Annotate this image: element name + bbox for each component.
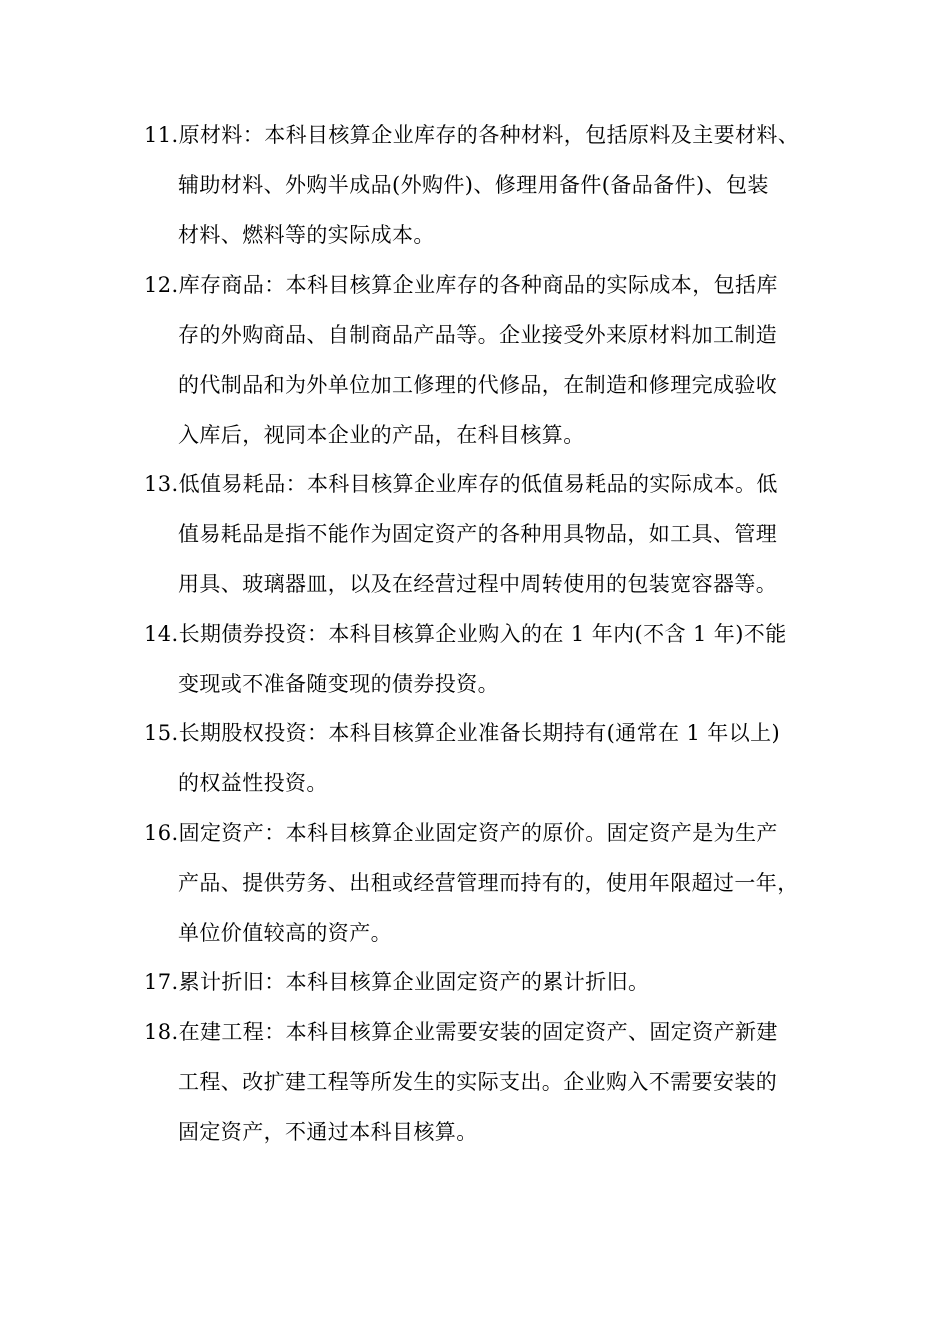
- item-line: 产品、提供劳务、出租或经营管理而持有的，使用年限超过一年，: [178, 871, 799, 895]
- item-line: 材料、燃料等的实际成本。: [178, 223, 435, 247]
- item-line: 13.低值易耗品：本科目核算企业库存的低值易耗品的实际成本。低: [144, 472, 778, 496]
- item-line: 工程、改扩建工程等所发生的实际支出。企业购入不需要安装的: [178, 1070, 778, 1094]
- item-line: 单位价值较高的资产。: [178, 921, 392, 945]
- item-line: 12.库存商品：本科目核算企业库存的各种商品的实际成本，包括库: [144, 273, 778, 297]
- item-line: 17.累计折旧：本科目核算企业固定资产的累计折旧。: [144, 970, 650, 994]
- item-line: 18.在建工程：本科目核算企业需要安装的固定资产、固定资产新建: [144, 1020, 778, 1044]
- item-line: 16.固定资产：本科目核算企业固定资产的原价。固定资产是为生产: [144, 821, 778, 845]
- item-line: 11.原材料：本科目核算企业库存的各种材料，包括原料及主要材料、: [144, 123, 800, 147]
- item-line: 14.长期债券投资：本科目核算企业购入的在 1 年内(不含 1 年)不能: [144, 622, 787, 646]
- item-line: 变现或不准备随变现的债券投资。: [178, 672, 499, 696]
- item-line: 辅助材料、外购半成品(外购件)、修理用备件(备品备件)、包装: [178, 173, 769, 197]
- item-line: 用具、玻璃器皿，以及在经营过程中周转使用的包装宽容器等。: [178, 572, 778, 596]
- item-line: 存的外购商品、自制商品产品等。企业接受外来原材料加工制造: [178, 323, 778, 347]
- item-line: 值易耗品是指不能作为固定资产的各种用具物品，如工具、管理: [178, 522, 778, 546]
- item-line: 固定资产，不通过本科目核算。: [178, 1120, 478, 1144]
- item-line: 的权益性投资。: [178, 771, 328, 795]
- item-line: 入库后，视同本企业的产品，在科目核算。: [178, 423, 585, 447]
- item-line: 15.长期股权投资：本科目核算企业准备长期持有(通常在 1 年以上): [144, 721, 781, 745]
- item-line: 的代制品和为外单位加工修理的代修品，在制造和修理完成验收: [178, 373, 778, 397]
